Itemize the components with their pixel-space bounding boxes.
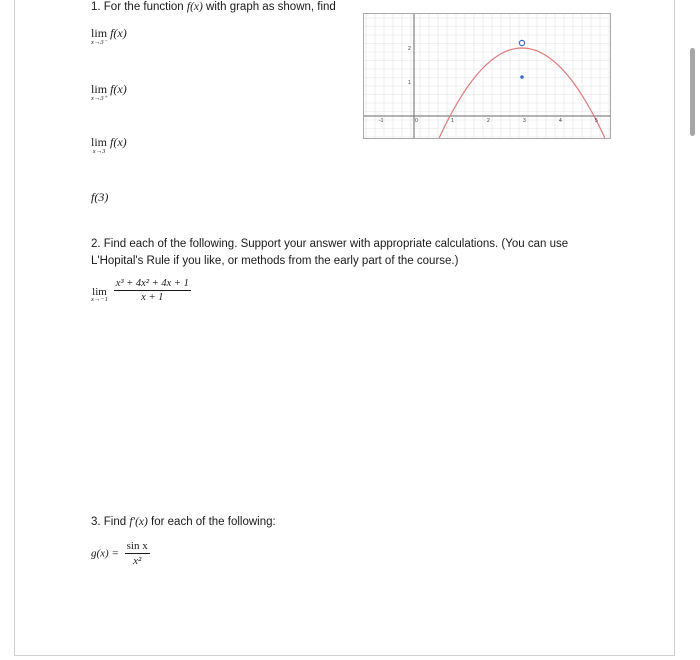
x-tick-label: 1 bbox=[451, 118, 454, 124]
q3-numerator: sin x bbox=[126, 540, 148, 552]
lim-word: lim bbox=[91, 82, 108, 96]
filled-point bbox=[520, 75, 524, 79]
y-tick-label: 2 bbox=[408, 46, 411, 52]
q1-prompt-fx: f(x) bbox=[186, 1, 203, 13]
lim-word: lim bbox=[92, 286, 107, 298]
lim-expression: f(x) bbox=[110, 82, 127, 96]
q3-prompt-pre: 3. Find bbox=[91, 516, 130, 528]
x-tick-label: -1 bbox=[379, 118, 384, 124]
q3-lhs: g(x) = bbox=[91, 547, 119, 560]
lim-subscript: x→3⁻ bbox=[91, 39, 108, 46]
open-circle-point bbox=[519, 40, 524, 45]
q1-limit-right bbox=[91, 82, 127, 102]
parabola-curve bbox=[439, 48, 605, 138]
q1-function-value: f(3) bbox=[91, 190, 109, 204]
q3-prompt-fx: f′(x) bbox=[129, 516, 148, 528]
lim-expression: f(x) bbox=[110, 135, 127, 149]
q2-numerator: x³ + 4x² + 4x + 1 bbox=[115, 278, 189, 289]
q1-prompt-post: with graph as shown, find bbox=[202, 1, 336, 13]
x-tick-label: 2 bbox=[487, 118, 490, 124]
lim-subscript: x→3 bbox=[92, 148, 106, 155]
q1-prompt bbox=[91, 1, 336, 13]
q2-line1: 2. Find each of the following. Support your answer with appropriate calculations. (You can use bbox=[91, 238, 569, 250]
lim-word: lim bbox=[91, 26, 108, 40]
lim-expression: f(x) bbox=[110, 26, 127, 40]
q1-limit-two-sided bbox=[91, 135, 127, 155]
q1-limit-left bbox=[91, 26, 127, 46]
q3-fraction bbox=[125, 540, 150, 567]
q3-denominator: x² bbox=[133, 555, 142, 567]
x-tick-label: 3 bbox=[523, 118, 526, 124]
x-tick-label: 5 bbox=[595, 118, 598, 124]
q1-prompt-pre: 1. For the function bbox=[91, 1, 187, 13]
q2-fraction bbox=[114, 278, 191, 303]
y-tick-label: 1 bbox=[408, 80, 411, 86]
q3-prompt-post: for each of the following: bbox=[147, 516, 276, 528]
q2-denominator: x + 1 bbox=[141, 292, 164, 303]
q2-line2: L'Hopital's Rule if you like, or methods from the early part of the course.) bbox=[91, 255, 459, 267]
q3-expression bbox=[91, 540, 150, 567]
x-tick-label: 4 bbox=[559, 118, 562, 124]
q2-limit bbox=[91, 278, 191, 303]
scrollbar[interactable] bbox=[690, 48, 695, 136]
graph-svg bbox=[364, 14, 610, 138]
lim-word: lim bbox=[91, 135, 108, 149]
function-graph bbox=[363, 13, 611, 139]
lim-subscript: x→3⁺ bbox=[91, 95, 108, 102]
lim-subscript: x→−1 bbox=[91, 296, 109, 303]
x-tick-label: 0 bbox=[415, 118, 418, 124]
q3-prompt bbox=[91, 516, 276, 528]
